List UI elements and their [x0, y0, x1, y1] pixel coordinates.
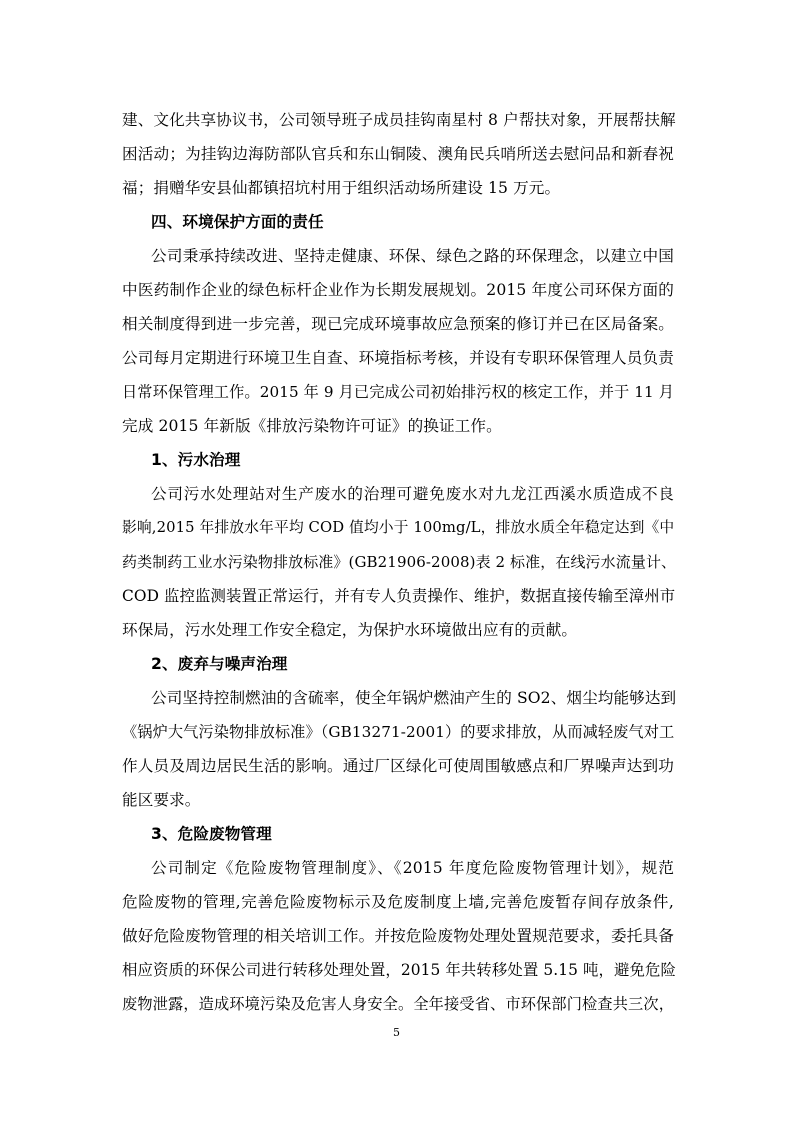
- section-heading: 1、污水治理: [151, 451, 241, 469]
- text-line: 能区要求。: [122, 791, 201, 809]
- text-line: 公司每月定期进行环境卫生自查、环境指标考核，并设有专职环保管理人员负责: [122, 349, 674, 367]
- text-line: 完成 2015 年新版《排放污染物许可证》的换证工作。: [122, 417, 502, 435]
- text-line: 影响,2015 年排放水年平均 COD 值均小于 100mg/L，排放水质全年稳定达到《中: [122, 519, 675, 536]
- text-line: 公司制定《危险废物管理制度》、《2015 年度危险废物管理计划》，规范: [151, 859, 674, 877]
- text-line: 日常环保管理工作。2015 年 9 月已完成公司初始排污权的核定工作，并于 11 月: [122, 383, 674, 401]
- text-line: 公司坚持控制燃油的含硫率，使全年锅炉燃油产生的 SO2、烟尘均能够达到: [151, 689, 677, 707]
- text-line: COD 监控监测装置正常运行，并有专人负责操作、维护，数据直接传输至漳州市: [122, 587, 676, 605]
- text-line: 建、文化共享协议书，公司领导班子成员挂钩南星村 8 户帮扶对象，开展帮扶解: [122, 111, 676, 129]
- text-line: 公司污水处理站对生产废水的治理可避免废水对九龙江西溪水质造成不良: [151, 485, 674, 503]
- text-line: 福；捐赠华安县仙都镇招坑村用于组织活动场所建设 15 万元。: [122, 179, 561, 197]
- text-line: 《锅炉大气污染物排放标准》（GB13271-2001）的要求排放，从而减轻废气对工: [122, 723, 675, 741]
- page-number: 5: [393, 1026, 400, 1039]
- text-line: 环保局，污水处理工作安全稳定，为保护水环境做出应有的贡献。: [122, 621, 578, 639]
- text-line: 中医药制作企业的绿色标杆企业作为长期发展规划。2015 年度公司环保方面的: [122, 281, 674, 299]
- text-line: 做好危险废物管理的相关培训工作。并按危险废物处理处置规范要求，委托具备: [122, 927, 674, 945]
- section-heading: 2、废弃与噪声治理: [151, 655, 288, 673]
- text-line: 危险废物的管理,完善危险废物标示及危废制度上墙,完善危废暂存间存放条件,: [122, 893, 674, 911]
- section-heading: 3、危险废物管理: [151, 825, 272, 843]
- text-line: 相关制度得到进一步完善，现已完成环境事故应急预案的修订并已在区局备案。: [122, 315, 674, 333]
- section-heading: 四、环境保护方面的责任: [151, 213, 324, 231]
- text-line: 药类制药工业水污染物排放标准》(GB21906-2008)表 2 标准，在线污水流量计、: [122, 553, 677, 571]
- text-line: 废物泄露，造成环境污染及危害人身安全。全年接受省、市环保部门检查共三次，: [122, 995, 674, 1013]
- document-body: [122, 103, 677, 1021]
- text-line: 公司秉承持续改进、坚持走健康、环保、绿色之路的环保理念，以建立中国: [151, 247, 674, 265]
- text-line: 作人员及周边居民生活的影响。通过厂区绿化可使周围敏感点和厂界噪声达到功: [122, 757, 674, 775]
- text-line: 相应资质的环保公司进行转移处理处置，2015 年共转移处置 5.15 吨，避免危险: [122, 961, 676, 979]
- text-line: 困活动；为挂钩边海防部队官兵和东山铜陵、澳角民兵哨所送去慰问品和新春祝: [122, 145, 674, 163]
